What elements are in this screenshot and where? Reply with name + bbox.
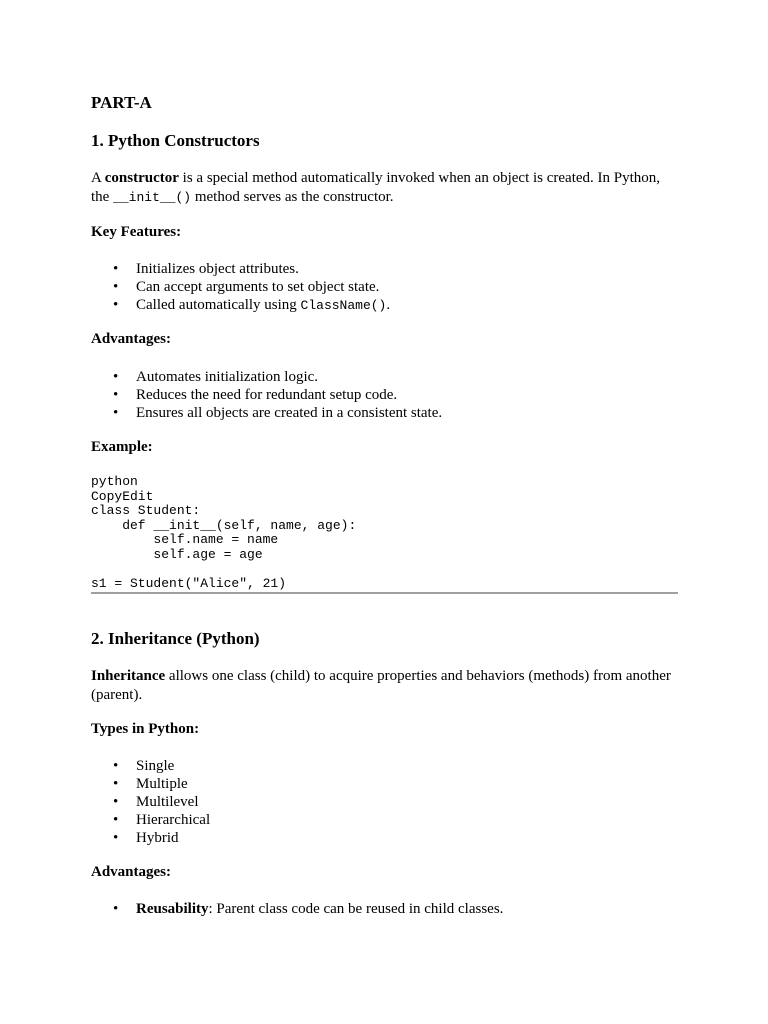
list-item bbox=[91, 386, 442, 404]
inheritance-intro-paragraph bbox=[91, 667, 678, 705]
bullet-icon: • bbox=[113, 901, 119, 917]
list-item bbox=[91, 757, 210, 775]
list-item-text: Can accept arguments to set object state. bbox=[136, 279, 380, 295]
advantages-list-2 bbox=[91, 900, 503, 918]
list-item bbox=[91, 260, 390, 278]
list-item bbox=[91, 775, 210, 793]
list-item bbox=[91, 404, 442, 422]
list-item-text: Initializes object attributes. bbox=[136, 261, 299, 277]
constructor-intro-paragraph bbox=[91, 169, 678, 207]
list-item-text: Ensures all objects are created in a consistent state. bbox=[136, 405, 443, 421]
list-item-text: Hierarchical bbox=[136, 812, 211, 828]
key-features-list bbox=[91, 260, 390, 314]
advantages-label: Advantages: bbox=[91, 331, 172, 347]
example-label: Example: bbox=[91, 439, 153, 455]
list-item bbox=[91, 900, 503, 918]
intro-text: method serves as the constructor. bbox=[191, 189, 394, 205]
bullet-icon: • bbox=[113, 369, 119, 385]
advantages-list bbox=[91, 368, 442, 422]
types-label: Types in Python: bbox=[91, 721, 200, 737]
section-heading-inheritance: 2. Inheritance (Python) bbox=[91, 629, 260, 648]
bullet-icon: • bbox=[113, 279, 119, 295]
bullet-icon: • bbox=[113, 405, 119, 421]
list-item bbox=[91, 793, 210, 811]
section-heading-constructors: 1. Python Constructors bbox=[91, 131, 260, 150]
bullet-icon: • bbox=[113, 261, 119, 277]
list-item bbox=[91, 829, 210, 847]
list-item-text: Hybrid bbox=[136, 830, 179, 846]
list-item-text: Multiple bbox=[136, 776, 188, 792]
list-item bbox=[91, 368, 442, 386]
types-list bbox=[91, 757, 210, 847]
list-item bbox=[91, 296, 390, 314]
advantages-label-2: Advantages: bbox=[91, 864, 172, 880]
list-item-text: Multilevel bbox=[136, 794, 199, 810]
bullet-icon: • bbox=[113, 758, 119, 774]
list-item bbox=[91, 811, 210, 829]
list-item-bold-term: Reusability bbox=[136, 901, 209, 917]
key-features-label: Key Features: bbox=[91, 224, 182, 240]
intro-text: is a special method automatically invoked when an object is created. In Python, the bbox=[91, 170, 661, 205]
bullet-icon: • bbox=[113, 794, 119, 810]
intro-bold-term: Inheritance bbox=[91, 668, 166, 684]
list-item-text: Automates initialization logic. bbox=[136, 369, 319, 385]
intro-bold-term: constructor bbox=[104, 170, 179, 186]
inline-code: ClassName() bbox=[300, 298, 387, 313]
bullet-icon: • bbox=[113, 387, 119, 403]
list-item-text: Called automatically using bbox=[136, 297, 301, 313]
list-item-text: : Parent class code can be reused in child classes. bbox=[208, 901, 504, 917]
part-title: PART-A bbox=[91, 93, 152, 112]
bullet-icon: • bbox=[113, 297, 119, 313]
inline-code: __init__() bbox=[113, 190, 192, 205]
list-item-text: Reduces the need for redundant setup code. bbox=[136, 387, 398, 403]
list-item-text: Single bbox=[136, 758, 175, 774]
list-item-text: . bbox=[386, 297, 391, 313]
bullet-icon: • bbox=[113, 812, 119, 828]
bullet-icon: • bbox=[113, 776, 119, 792]
horizontal-rule bbox=[91, 592, 678, 594]
code-block: python CopyEdit class Student: def __init__(self, name, age): self.name = name self.age = age s1 = Student("Alice", 21) bbox=[91, 474, 357, 592]
intro-text: allows one class (child) to acquire properties and behaviors (methods) from another (parent). bbox=[91, 668, 671, 703]
intro-text: A bbox=[91, 170, 105, 186]
bullet-icon: • bbox=[113, 830, 119, 846]
list-item bbox=[91, 278, 390, 296]
